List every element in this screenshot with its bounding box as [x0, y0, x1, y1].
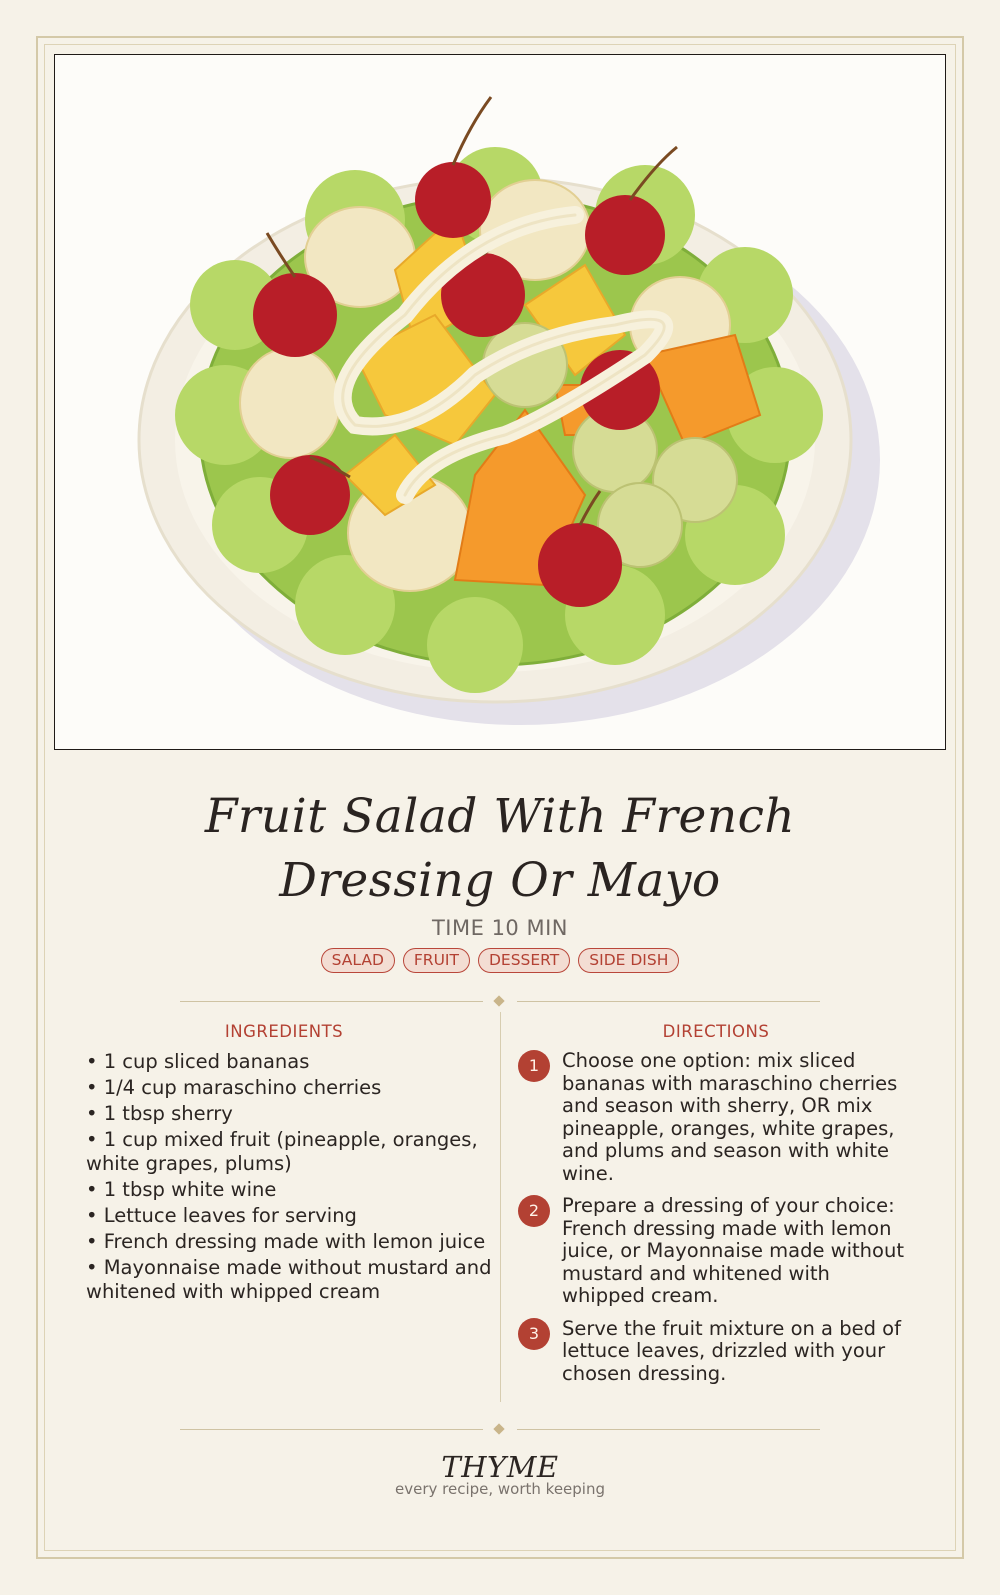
tag-salad[interactable]: SALAD — [321, 948, 395, 973]
hero-illustration — [54, 54, 946, 750]
ingredient-item: • Mayonnaise made without mustard and whitened with whipped cream — [86, 1256, 492, 1303]
fruit-salad-plate-illustration — [55, 55, 946, 750]
tag-side-dish[interactable]: SIDE DISH — [578, 948, 679, 973]
brand-tagline: every recipe, worth keeping — [394, 1480, 605, 1498]
directions-heading: DIRECTIONS — [662, 1022, 770, 1041]
tag-dessert[interactable]: DESSERT — [478, 948, 570, 973]
recipe-title: Fruit Salad With French Dressing Or Mayo — [204, 789, 796, 908]
top-divider — [180, 996, 820, 1008]
cook-time: TIME 10 MIN — [431, 916, 568, 940]
brand-logo: THYME — [441, 1450, 559, 1484]
tag-fruit[interactable]: FRUIT — [403, 948, 470, 973]
direction-step — [518, 1050, 918, 1185]
step-text: Prepare a dressing of your choice: French dressing made with lemon juice, or Mayonnaise made without mustard and whitened with whipped cream. — [562, 1194, 904, 1307]
step-text: Choose one option: mix sliced bananas with maraschino cherries and season with sherry, OR mix pineapple, oranges, white grapes, and plums and season with white wine. — [562, 1049, 898, 1185]
direction-step — [518, 1195, 918, 1308]
ingredient-item: • 1 cup sliced bananas — [86, 1050, 310, 1073]
divider-diamond-icon — [493, 1423, 504, 1434]
ingredients-list — [86, 1050, 496, 1306]
divider-diamond-icon — [493, 995, 504, 1006]
step-number-badge: 1 — [518, 1050, 550, 1082]
ingredient-item: • 1/4 cup maraschino cherries — [86, 1076, 382, 1099]
step-text: Serve the fruit mixture on a bed of lettuce leaves, drizzled with your chosen dressing. — [562, 1316, 901, 1385]
step-number-badge: 2 — [518, 1195, 550, 1227]
ingredients-heading: INGREDIENTS — [224, 1022, 344, 1041]
column-divider — [500, 1012, 501, 1402]
ingredient-item: • Lettuce leaves for serving — [86, 1204, 357, 1227]
ingredient-item: • 1 tbsp sherry — [86, 1102, 233, 1125]
bottom-divider — [180, 1424, 820, 1436]
direction-step — [518, 1318, 918, 1386]
tag-list — [0, 948, 1000, 973]
step-number-badge: 3 — [518, 1318, 550, 1350]
ingredient-item: • 1 cup mixed fruit (pineapple, oranges, white grapes, plums) — [86, 1128, 478, 1175]
directions-list — [518, 1050, 918, 1395]
ingredient-item: • 1 tbsp white wine — [86, 1178, 277, 1201]
ingredient-item: • French dressing made with lemon juice — [86, 1230, 486, 1253]
